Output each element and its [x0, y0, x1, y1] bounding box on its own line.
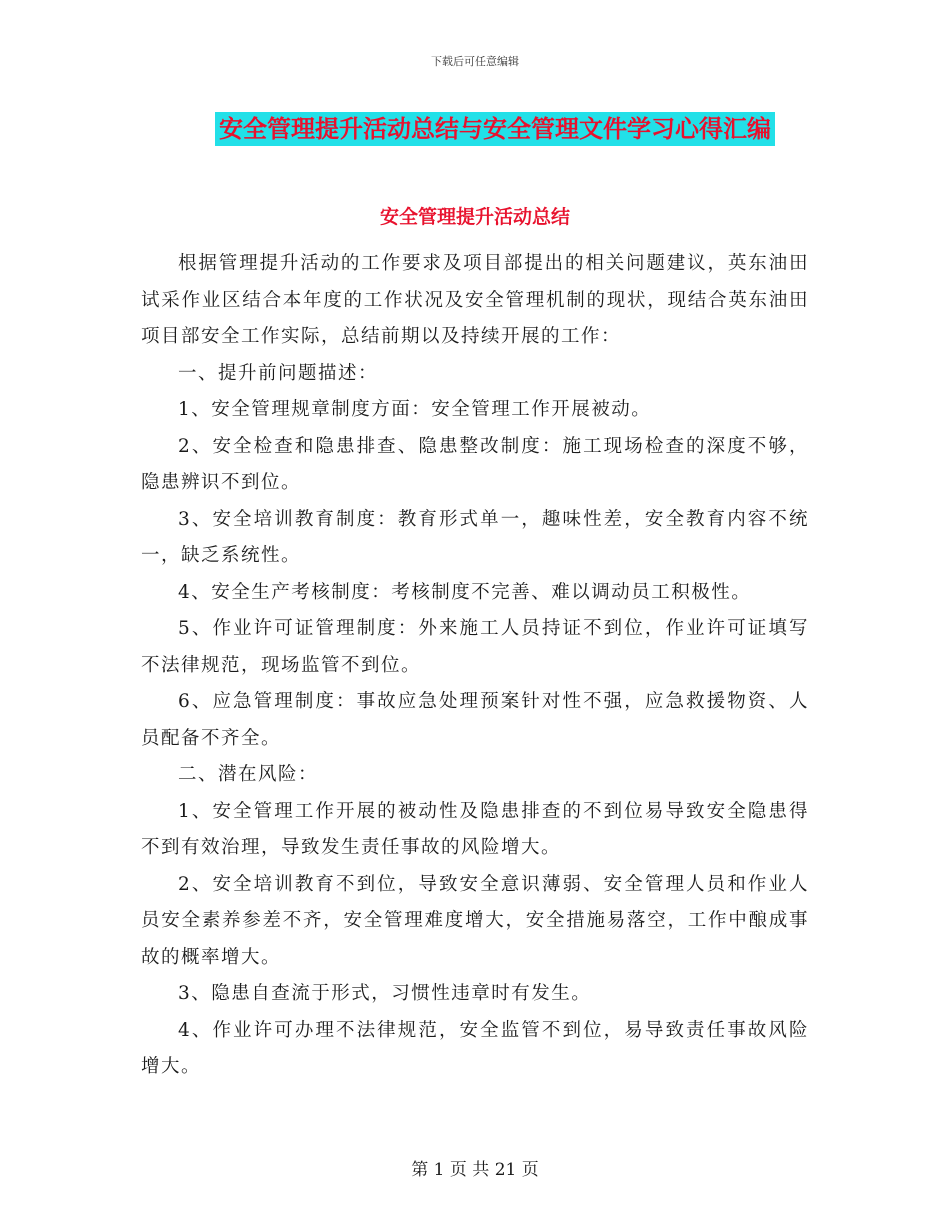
paragraph: 一、提升前问题描述：	[178, 362, 379, 384]
paragraph: 4、安全生产考核制度：考核制度不完善、难以调动员工积极性。	[178, 581, 752, 603]
paragraph: 3、隐患自查流于形式，习惯性违章时有发生。	[178, 983, 592, 1004]
paragraph: 根据管理提升活动的工作要求及项目部提出的相关问题建议，英东油田试采作业区结合本年度的工作状况及安全管理机制的现状，现结合英东油田项目部安全工作实际，总结前期以及持续开展的工作：	[141, 253, 809, 347]
header-note: 下载后可任意编辑	[431, 55, 519, 68]
main-title-container	[0, 112, 950, 146]
paragraph: 5、作业许可证管理制度：外来施工人员持证不到位，作业许可证填写不法律规范，现场监管不到位。	[141, 618, 809, 676]
main-title: 安全管理提升活动总结与安全管理文件学习心得汇编	[215, 112, 775, 146]
section-title: 安全管理提升活动总结	[379, 206, 570, 228]
paragraph: 1、安全管理工作开展的被动性及隐患排查的不到位易导致安全隐患得不到有效治理，导致发生责任事故的风险增大。	[141, 800, 809, 858]
page-footer: 第 1 页 共 21 页	[411, 1160, 539, 1180]
paragraph: 1、安全管理规章制度方面：安全管理工作开展被动。	[178, 399, 652, 420]
paragraph: 2、安全检查和隐患排查、隐患整改制度：施工现场检查的深度不够，隐患辨识不到位。	[141, 435, 809, 493]
paragraph: 6、应急管理制度：事故应急处理预案针对性不强，应急救援物资、人员配备不齐全。	[141, 691, 809, 749]
paragraph: 二、潜在风险：	[178, 764, 319, 785]
paragraph: 2、安全培训教育不到位，导致安全意识薄弱、安全管理人员和作业人员安全素养参差不齐，安全管理难度增大，安全措施易落空，工作中酿成事故的概率增大。	[141, 873, 809, 968]
paragraph: 4、作业许可办理不法律规范，安全监管不到位，易导致责任事故风险增大。	[141, 1019, 809, 1077]
document-body	[141, 246, 809, 1086]
paragraph: 3、安全培训教育制度：教育形式单一，趣味性差，安全教育内容不统一，缺乏系统性。	[141, 508, 809, 566]
